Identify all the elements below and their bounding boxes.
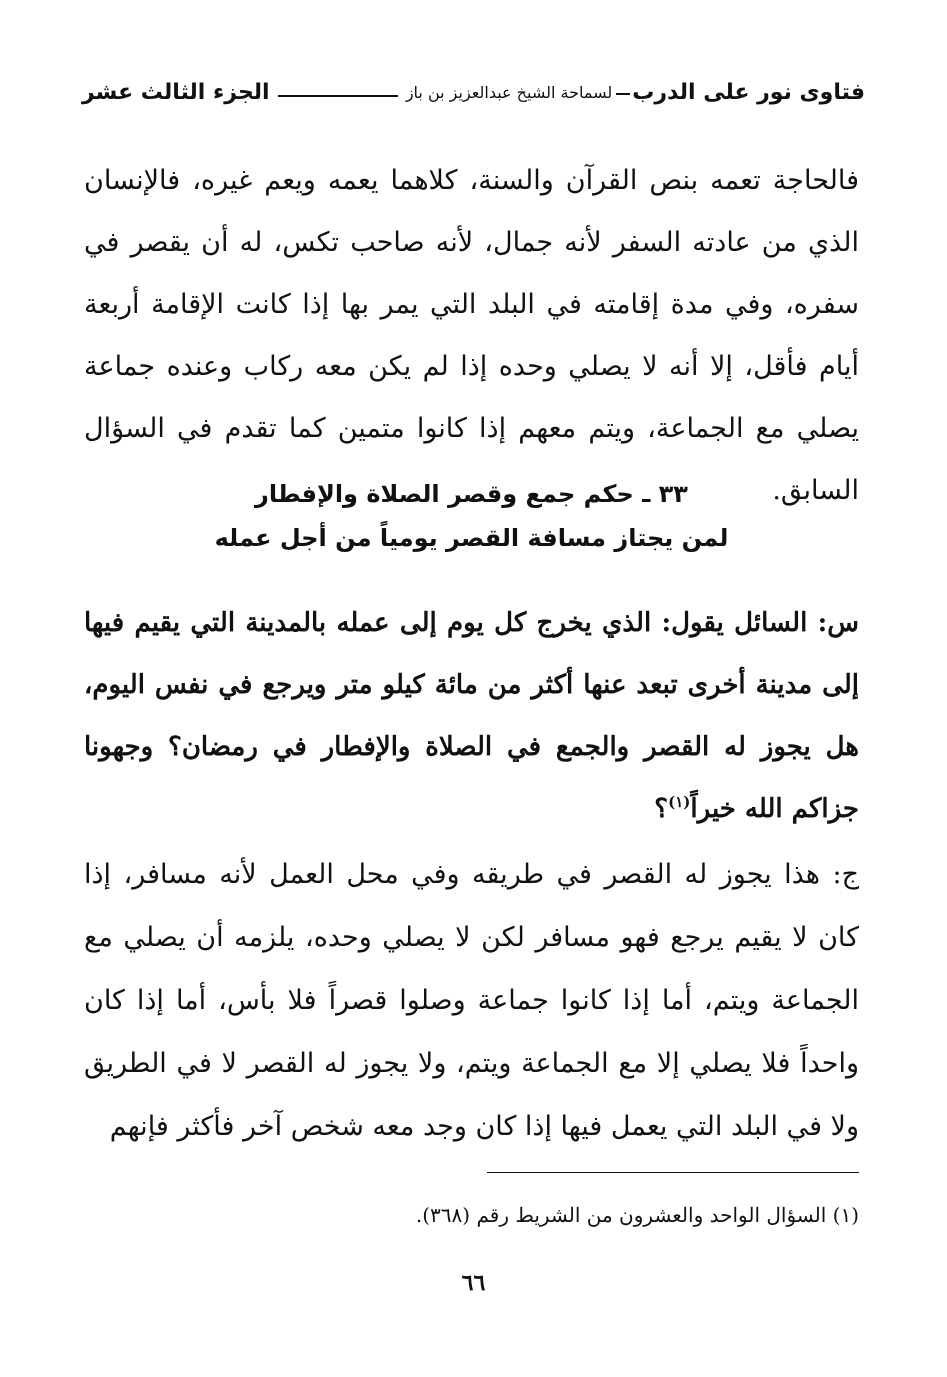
footnote-reference[interactable]: (١) — [668, 793, 691, 811]
section-heading — [84, 472, 859, 560]
footnote-marker: (١) — [832, 1203, 859, 1227]
answer-text: هذا يجوز له القصر في طريقه وفي محل العمل لأنه مسافر، إذا كان لا يقيم يرجع فهو مسافر لكن لا يصلي وحده، يلزمه أن يصلي مع الجماعة ويتم، أما إذا كانوا جماعة وصلوا قصراً فلا بأس، أما إذا كان واحداً فلا يصلي إلا مع الجماعة ويتم، ولا يجوز له القصر لا في الطريق ولا في البلد التي يعمل فيها إذا كان وجد معه شخص آخر فأكثر فإنهم — [84, 859, 859, 1142]
question-block — [84, 592, 859, 840]
section-heading-line-2: لمن يجتاز مسافة القصر يومياً من أجل عمله — [214, 524, 729, 552]
volume-title: الجزء الثالث عشر — [82, 79, 270, 105]
footnote-divider — [487, 1172, 859, 1173]
question-end-mark: ؟ — [654, 794, 669, 824]
footnote — [84, 1198, 859, 1232]
book-title: فتاوى نور على الدرب — [632, 79, 865, 105]
answer-block — [84, 843, 859, 1158]
footnote-text: السؤال الواحد والعشرون من الشريط رقم (٣٦٨). — [415, 1203, 827, 1227]
header-dash — [616, 93, 630, 95]
question-label: س: — [807, 608, 859, 638]
section-heading-line-1: ٣٣ ـ حكم جمع وقصر الصلاة والإفطار — [255, 480, 688, 508]
intro-paragraph: فالحاجة تعمه بنص القرآن والسنة، كلاهما يعمه ويعم غيره، فالإنسان الذي من عادته السفر لأنه جمال، لأنه صاحب تكس، له أن يقصر في سفره، وفي مدة إقامته في البلد التي يمر بها إذا كانت الإقامة أربعة أيام فأقل، إلا أنه لا يصلي وحده إذا لم يكن معه ركاب وعنده جماعة يصلي مع الجماعة، ويتم معهم إذا كانوا متمين كما تقدم في السؤال السابق. — [84, 165, 859, 506]
answer-label: ج: — [820, 859, 859, 890]
author-name: لسماحة الشيخ عبدالعزيز بن باز — [405, 82, 613, 102]
page-number: ٦٦ — [461, 1270, 486, 1296]
running-header — [82, 72, 865, 112]
question-text: السائل يقول: الذي يخرج كل يوم إلى عمله بالمدينة التي يقيم فيها إلى مدينة أخرى تبعد عنها أكثر من مائة كيلو متر ويرجع في نفس اليوم، هل يجوز له القصر والجمع في الصلاة والإفطار في رمضان؟ وجهونا جزاكم الله خيراً — [84, 608, 859, 824]
header-rule — [278, 95, 398, 97]
